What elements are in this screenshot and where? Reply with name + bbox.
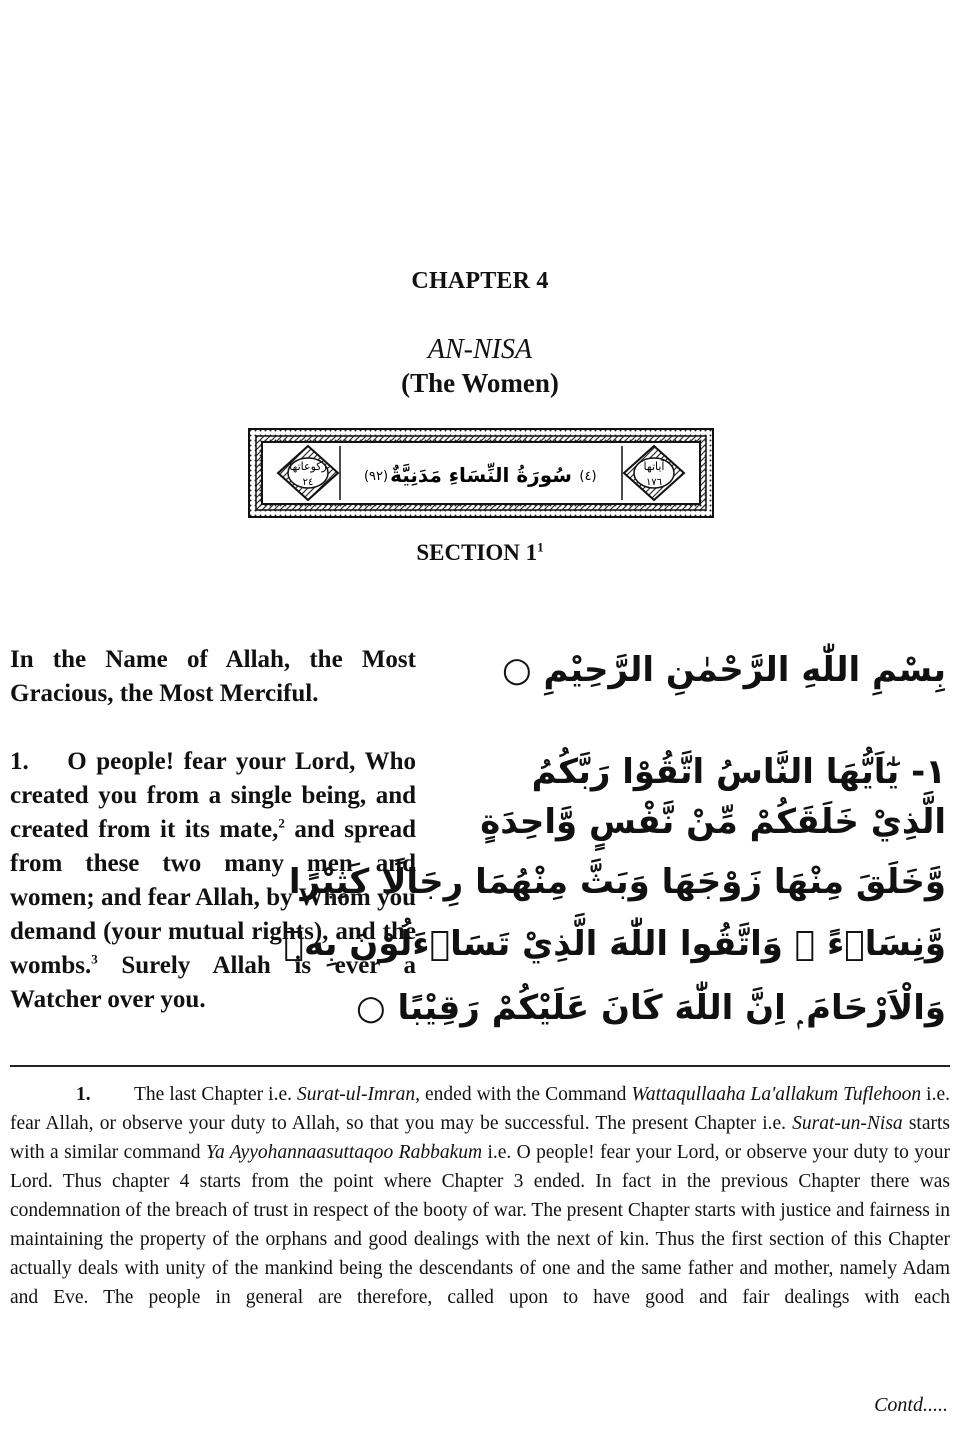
verse-1-arabic-line: ١- يٰٓاَيُّهَا النَّاسُ اتَّقُوْا رَبَّكُمُ <box>531 752 946 792</box>
surah-name: AN-NISA <box>427 334 533 365</box>
footnote-ref: 3 <box>91 951 98 967</box>
verse-count-label: ركوعاتها <box>289 460 327 473</box>
surah-ornamental-banner <box>248 428 714 518</box>
basmala-arabic: بِسْمِ اللّٰهِ الرَّحْمٰنِ الرَّحِيْمِ ○ <box>501 650 946 690</box>
footnote-text: The last Chapter i.e. <box>134 1084 298 1105</box>
footnote-italic: Wattaqullaaha La'allakum Tuflehoon <box>631 1084 922 1105</box>
verse-text-part: Surely Allah is ever a Watcher over you. <box>10 952 416 1013</box>
footnote-italic: Surat-ul-Imran, <box>297 1084 420 1105</box>
footnote-italic: Surat-un-Nisa <box>792 1113 903 1134</box>
section-heading <box>0 540 960 566</box>
footnote-number: 1. <box>76 1084 91 1105</box>
footnote-text: ended with the Command <box>419 1084 632 1105</box>
verse-text-part: and spread from these two many men and women; and fear Allah, by Whom you demand (your mutual rights), and the wombs. <box>10 816 416 979</box>
ayat-count-value: ١٧٦ <box>645 477 663 488</box>
section-footnote-ref: 1 <box>537 539 544 555</box>
section-label: SECTION 1 <box>416 540 538 565</box>
surah-english-title: (The Women) <box>401 368 559 398</box>
surah-number: (٤) <box>579 469 597 484</box>
continued-label: Contd..... <box>874 1394 948 1416</box>
chapter-heading: CHAPTER 4 <box>411 268 549 294</box>
footnote-text: starts with a similar command <box>10 1113 950 1163</box>
verse-1-arabic-line: وَّخَلَقَ مِنْهَا زَوْجَهَا وَبَثَّ مِنْهُمَا رِجَالًا كَثِيْرًا <box>288 862 946 902</box>
footnote-text: i.e. fear Allah, or observe your duty to Allah, so that you may be successful. The present Chapter i.e. <box>10 1084 950 1134</box>
verse-1-arabic-line: وَّنِسَاۗءً ۚ وَاتَّقُوا اللّٰهَ الَّذِيْ تَسَاۗءَلُوْنَ بِهٖ <box>283 924 946 964</box>
verse-text-part: O people! fear your Lord, Who created you from a single being, and created from it its mate, <box>10 748 416 843</box>
banner-surah-title: سُورَةُ النِّسَاءِ مَدَنِيَّةٌ <box>390 463 572 487</box>
verse-number: 1. <box>10 748 29 775</box>
footnote-divider <box>10 1065 950 1067</box>
ayat-count-label: آياتها <box>643 460 665 473</box>
footnote-italic: Ya Ayyohannaasuttaqoo Rabbakum <box>205 1142 483 1163</box>
verse-1-arabic-line: الَّذِيْ خَلَقَكُمْ مِّنْ نَّفْسٍ وَّاحِدَةٍ <box>480 802 946 842</box>
verse-1-arabic-line: وَالْاَرْحَامَ ۭ اِنَّ اللّٰهَ كَانَ عَلَيْكُمْ رَقِيْبًا ○ <box>356 988 946 1028</box>
revelation-order: (٩٢) <box>363 469 389 484</box>
footnote-1 <box>10 1080 950 1312</box>
footnote-text: i.e. O people! fear your Lord, or observe your duty to your Lord. Thus chapter 4 starts from the point where Chapter 3 ended. In fact in the previous Chapter there was condemnation of the breach of trust in respect of the booty of war. The present Chapter starts with justice and fairness in maintaining the property of the orphans and good dealings with the next of kin. Thus the first section of this Chapter actually deals with unity of the mankind being the descendants of one and the same father and mother, namely Adam and Eve. The people in general are therefore, called upon to have good and fair dealings with each <box>10 1142 951 1308</box>
basmala-english: In the Name of Allah, the Most Gracious, the Most Merciful. <box>10 646 416 707</box>
verse-count-value: ٢٤ <box>302 477 314 488</box>
footnote-ref: 2 <box>278 815 285 831</box>
